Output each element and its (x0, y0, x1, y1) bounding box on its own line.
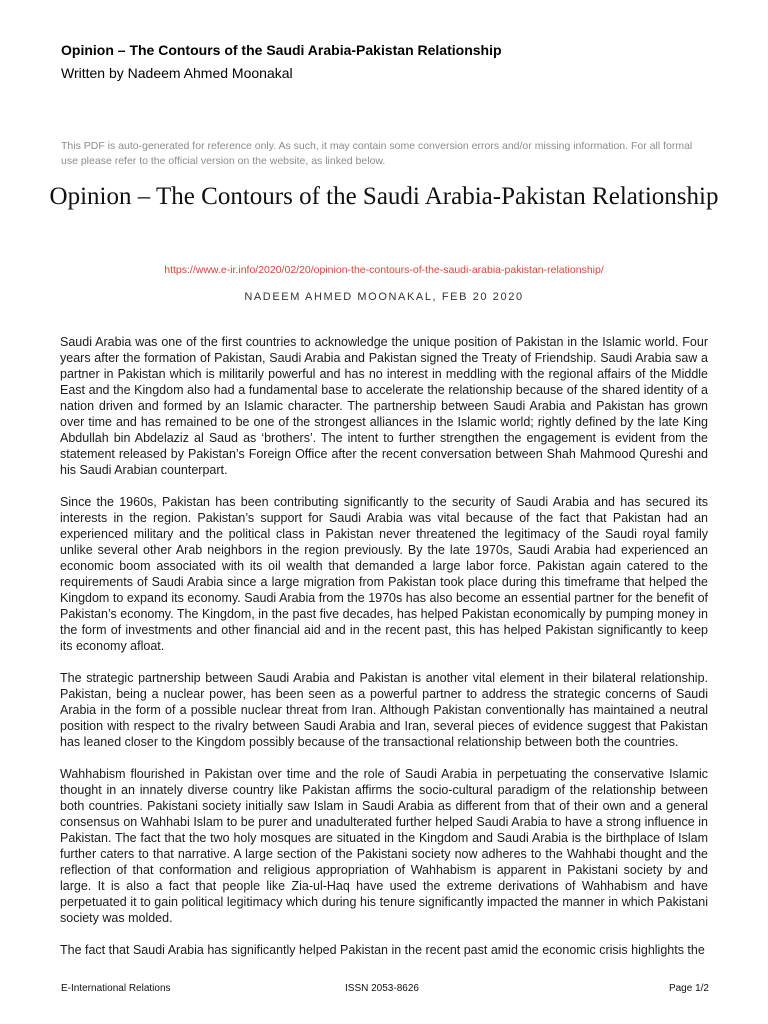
header-author: Written by Nadeem Ahmed Moonakal (61, 65, 293, 81)
pdf-disclaimer: This PDF is auto-generated for reference only. As such, it may contain some conversion errors and/or missing information. For all formal use please refer to the official version on the website, as linked below. (61, 140, 693, 167)
paragraph: Saudi Arabia was one of the first countries to acknowledge the unique position of Pakistan in the Islamic world. Four years after the formation of Pakistan, Saudi Arabia and Pakistan signed the Treaty of Friendship. Saudi Arabia saw a partner in Pakistan which is militarily powerful and has no interest in meddling with the regional affairs of the Middle East and the Kingdom also had a fundamental base to accelerate the relationship because of the shared identity of a nation driven and formed by an Islamic character. The partnership between Saudi Arabia and Pakistan has grown over time and has remained to be one of the strongest alliances in the Islamic world; rightly defined by the late King Abdullah bin Abdelaziz al Saud as ‘brothers’. The intent to further strengthen the engagement is evident from the statement released by Pakistan’s Foreign Office after the recent conversation between Shah Mahmood Qureshi and his Saudi Arabian counterpart. (60, 335, 708, 477)
paragraph: The strategic partnership between Saudi Arabia and Pakistan is another vital element in their bilateral relationship. Pakistan, being a nuclear power, has been seen as a powerful partner to address the strategic concerns of Saudi Arabia in the form of a possible nuclear threat from Iran. Although Pakistan conventionally has maintained a neutral position with respect to the rivalry between Saudi Arabia and Iran, several pieces of evidence suggest that Pakistan has leaned closer to the Kingdom possibly because of the transactional relationship between both the countries. (60, 671, 708, 749)
page-footer (61, 983, 709, 997)
paragraph: Since the 1960s, Pakistan has been contributing significantly to the security of Saudi Arabia and has secured its interests in the region. Pakistan’s support for Saudi Arabia was vital because of the fact that Pakistan had an experienced military and the political class in Pakistan never threatened the legitimacy of the Saudi royal family unlike several other Arab neighbors in the region previously. By the late 1970s, Saudi Arabia had experienced an economic boom associated with its oil wealth that demanded a large labor force. Pakistan again catered to the requirements of Saudi Arabia since a large migration from Pakistan took place during this timeframe that helped the Kingdom to expand its economy. Saudi Arabia from the 1970s has also become an essential partner for the benefit of Pakistan’s economy. The Kingdom, in the past five decades, has helped Pakistan economically by pumping money in the form of investments and other financial aid and in the recent past, this has helped Pakistan significantly to keep its economy afloat. (60, 495, 708, 653)
footer-publisher: E-International Relations (61, 983, 171, 994)
footer-page-number: Page 1/2 (668, 983, 709, 994)
article-url-link[interactable]: https://www.e-ir.info/2020/02/20/opinion-the-contours-of-the-saudi-arabia-pakistan-relationship/ (164, 264, 604, 276)
paragraph: Wahhabism flourished in Pakistan over time and the role of Saudi Arabia in perpetuating the conservative Islamic thought in an innately diverse country like Pakistan affirms the socio-cultural paradigm of the relationship between both countries. Pakistani society initially saw Islam in Saudi Arabia as different from that of their own and a general consensus on Wahhabi Islam to be purer and unadulterated further helped Saudi Arabia to have a strong influence in Pakistan. The fact that the two holy mosques are situated in the Kingdom and Saudi Arabia is the birthplace of Islam further caters to that narrative. A large section of the Pakistani society now adheres to the Wahhabi thought and the reflection of that conformation and religious appropriation of Wahhabism is apparent in Pakistani society by and large. It is also a fact that people like Zia-ul-Haq have used the extreme derivations of Wahhabism and have perpetuated it to gain political legitimacy which during his tenure significantly impacted the manner in which Pakistani society was molded. (60, 767, 708, 925)
article-title: Opinion – The Contours of the Saudi Arabia-Pakistan Relationship (49, 183, 719, 210)
footer-issn: ISSN 2053-8626 (345, 983, 419, 994)
article-byline: NADEEM AHMED MOONAKAL, FEB 20 2020 (244, 291, 524, 303)
paragraph: The fact that Saudi Arabia has significantly helped Pakistan in the recent past amid the economic crisis highlights the (60, 943, 705, 957)
running-header (61, 41, 711, 82)
article-body (60, 334, 708, 974)
header-title: Opinion – The Contours of the Saudi Arabia-Pakistan Relationship (61, 42, 502, 58)
